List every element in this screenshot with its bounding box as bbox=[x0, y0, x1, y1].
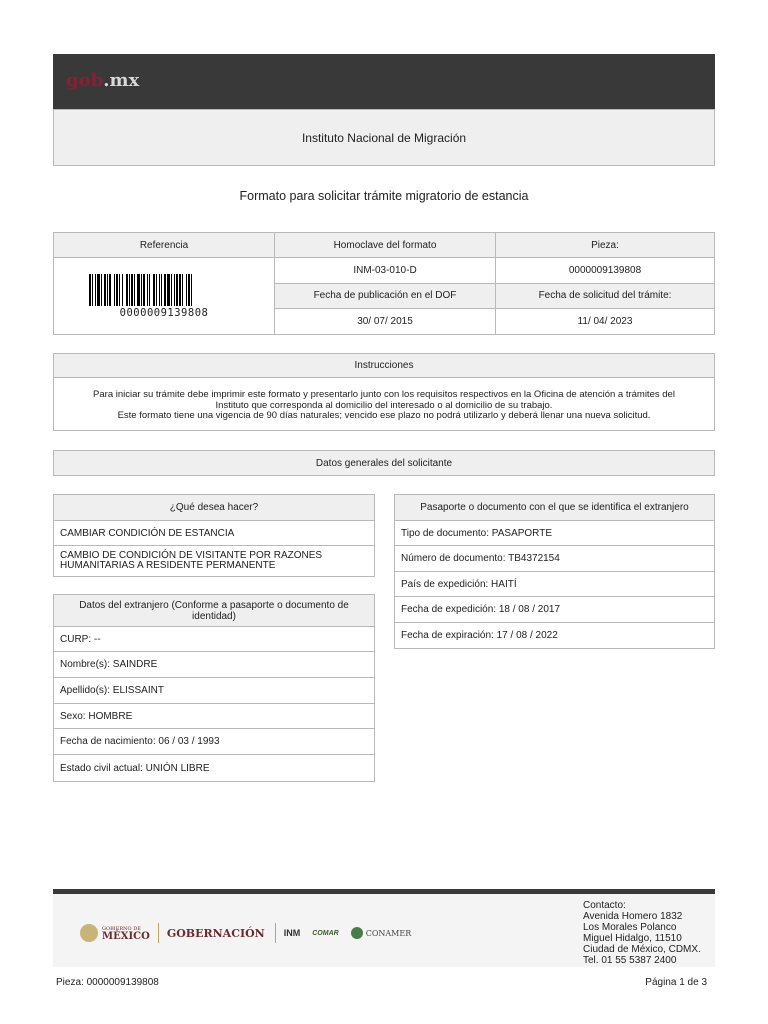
gobmx-logo[interactable]: gob.mx bbox=[66, 70, 140, 91]
pieza-value: 0000009139808 bbox=[496, 258, 715, 284]
tipo-documento-row: Tipo de documento: PASAPORTE bbox=[395, 521, 714, 546]
contact-address-line: Avenida Homero 1832 bbox=[583, 911, 683, 922]
barcode-number: 0000009139808 bbox=[119, 306, 209, 319]
que-desea-panel bbox=[53, 494, 375, 577]
barcode-bar bbox=[126, 274, 128, 306]
extranjero-panel bbox=[53, 594, 375, 782]
barcode-bar bbox=[137, 274, 140, 306]
barcode-bar bbox=[104, 274, 106, 306]
extranjero-header: Datos del extranjero (Conforme a pasaporte o documento de identidad) bbox=[54, 595, 374, 627]
header-bar bbox=[53, 54, 715, 109]
numero-documento-row: Número de documento: TB4372154 bbox=[395, 546, 714, 572]
barcode-bar bbox=[147, 274, 148, 306]
inm-logo: INM bbox=[283, 928, 301, 938]
barcode-bar bbox=[89, 274, 91, 306]
fecha-expiracion-row: Fecha de expiración: 17 / 08 / 2022 bbox=[401, 630, 558, 641]
homoclave-value: INM-03-010-D bbox=[275, 258, 496, 284]
barcode-bar bbox=[97, 274, 100, 306]
contact-phone: Tel. 01 55 5387 2400 bbox=[583, 955, 677, 966]
barcode-bar bbox=[143, 274, 145, 306]
barcode-bar bbox=[129, 274, 130, 306]
gobernacion-logo: GOBERNACIÓN bbox=[166, 926, 265, 940]
referencia-label: Referencia bbox=[54, 233, 275, 258]
datos-generales-header: Datos generales del solicitante bbox=[53, 450, 715, 476]
contact-address-line: Miguel Hidalgo, 11510 bbox=[583, 933, 682, 944]
barcode-bar bbox=[101, 274, 102, 306]
page-number: Página 1 de 3 bbox=[645, 977, 707, 988]
pasaporte-panel bbox=[394, 494, 715, 649]
barcode-bar bbox=[179, 274, 181, 306]
pais-expedicion-row: País de expedición: HAITÍ bbox=[395, 572, 714, 597]
barcode-bar bbox=[176, 274, 178, 306]
que-desea-header: ¿Qué desea hacer? bbox=[54, 495, 374, 521]
contact-label: Contacto: bbox=[583, 900, 626, 911]
barcode-bar bbox=[161, 274, 162, 306]
instructions-header: Instrucciones bbox=[53, 353, 715, 378]
barcode-bar bbox=[149, 274, 150, 306]
instructions-line: Instituto que corresponda al domicilio del interesado o al domicilio de su trabajo. bbox=[215, 399, 553, 411]
instructions-line: Para iniciar su trámite debe imprimir este formato y presentarlo junto con los requisitos respectivos en la Oficina de atención a trámites del bbox=[93, 389, 675, 400]
contact-info bbox=[583, 900, 701, 966]
footer-pieza: Pieza: 0000009139808 bbox=[56, 977, 159, 988]
conamer-icon bbox=[351, 927, 363, 939]
curp-row: CURP: -- bbox=[54, 627, 374, 652]
barcode-bar bbox=[122, 274, 123, 306]
comar-logo: COMAR bbox=[312, 929, 339, 937]
barcode-bar bbox=[188, 274, 190, 306]
institute-title: Instituto Nacional de Migración bbox=[53, 109, 715, 166]
barcode-bar bbox=[109, 274, 111, 306]
apellido-row: Apellido(s): ELISSAINT bbox=[54, 678, 374, 704]
barcode-bar bbox=[174, 274, 175, 306]
reference-table bbox=[53, 232, 715, 335]
fecha-publicacion-value: 30/ 07/ 2015 bbox=[275, 309, 496, 335]
barcode-cell bbox=[54, 258, 275, 335]
barcode-bar bbox=[159, 274, 160, 306]
fecha-solicitud-value: 11/ 04/ 2023 bbox=[496, 309, 715, 335]
barcode-bar bbox=[191, 274, 192, 306]
fecha-solicitud-label: Fecha de solicitud del trámite: bbox=[496, 283, 715, 309]
pieza-label: Pieza: bbox=[496, 233, 715, 258]
que-desea-row: CAMBIAR CONDICIÓN DE ESTANCIA bbox=[54, 521, 374, 546]
pasaporte-header: Pasaporte o documento con el que se identifica el extranjero bbox=[395, 495, 714, 521]
barcode-bar bbox=[141, 274, 142, 306]
barcode-image bbox=[89, 274, 239, 306]
barcode-bar bbox=[114, 274, 115, 306]
barcode-bar bbox=[92, 274, 93, 306]
barcode-bar bbox=[119, 274, 120, 306]
barcode-bar bbox=[153, 274, 155, 306]
nombre-row: Nombre(s): SAINDRE bbox=[54, 652, 374, 678]
contact-address-line: Ciudad de México, CDMX. bbox=[583, 944, 701, 955]
que-desea-row: CAMBIO DE CONDICIÓN DE VISITANTE POR RAZONES HUMANITARIAS A RESIDENTE PERMANENTE bbox=[60, 550, 323, 571]
footer-logos bbox=[80, 918, 411, 948]
mexico-seal-icon bbox=[80, 924, 98, 942]
barcode-bar bbox=[95, 274, 96, 306]
barcode-bar bbox=[107, 274, 108, 306]
fecha-publicacion-label: Fecha de publicación en el DOF bbox=[275, 283, 496, 309]
logo-divider bbox=[158, 923, 159, 943]
estado-civil-row: Estado civil actual: UNIÓN LIBRE bbox=[60, 762, 210, 774]
sexo-row: Sexo: HOMBRE bbox=[54, 704, 374, 729]
fecha-expedicion-row: Fecha de expedición: 18 / 08 / 2017 bbox=[395, 597, 714, 623]
contact-address-line: Los Morales Polanco bbox=[583, 922, 677, 933]
logo-divider bbox=[275, 923, 276, 943]
form-title: Formato para solicitar trámite migratorio de estancia bbox=[239, 189, 529, 203]
homoclave-label: Homoclave del formato bbox=[275, 233, 496, 258]
instructions-line: Este formato tiene una vigencia de 90 días naturales; vencido ese plazo no podrá utilizarlo y deberá llenar una nueva solicitud. bbox=[117, 410, 651, 421]
barcode-bar bbox=[131, 274, 133, 306]
gobierno-mexico-logo: GOBIERNO DE MÉXICO bbox=[102, 926, 150, 942]
conamer-logo: CONAMER bbox=[365, 928, 412, 938]
barcode-bar bbox=[116, 274, 118, 306]
barcode-bar bbox=[171, 274, 172, 306]
barcode-bar bbox=[156, 274, 157, 306]
barcode-bar bbox=[164, 274, 166, 306]
barcode-bar bbox=[186, 274, 187, 306]
barcode-bar bbox=[167, 274, 170, 306]
barcode-bar bbox=[134, 274, 135, 306]
instructions-body bbox=[53, 377, 715, 431]
nacimiento-row: Fecha de nacimiento: 06 / 03 / 1993 bbox=[54, 729, 374, 755]
barcode-bar bbox=[182, 274, 183, 306]
